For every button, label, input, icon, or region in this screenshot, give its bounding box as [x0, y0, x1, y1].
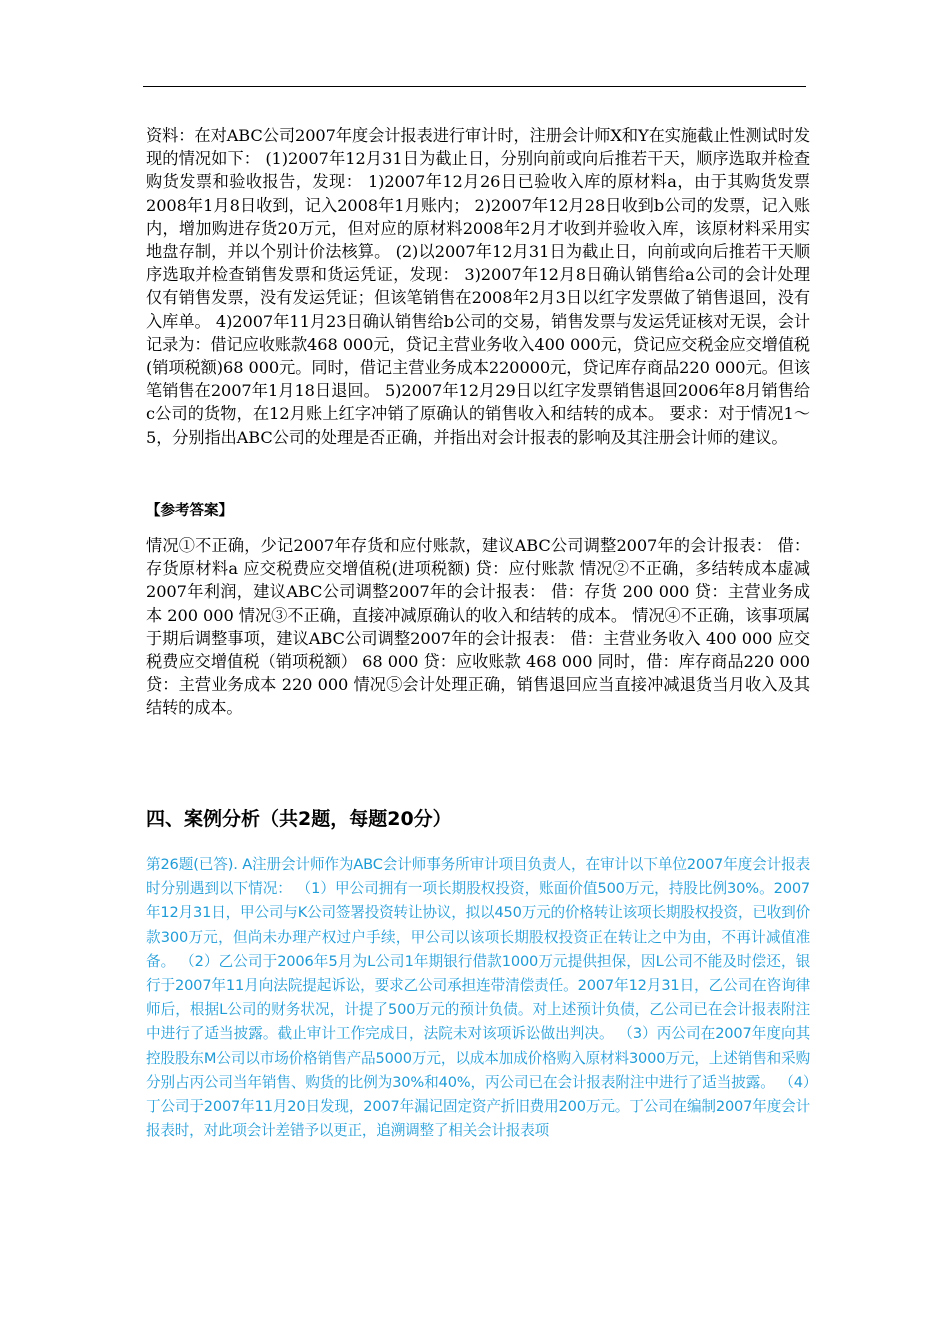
header-rule: [143, 86, 806, 87]
material-paragraph: 资料：在对ABC公司2007年度会计报表进行审计时，注册会计师X和Y在实施截止性测试时发现的情况如下： (1)2007年12月31日为截止日，分别向前或向后推若干天，顺序选取并检查购货发票和验收报告，发现： 1)2007年12月26日已验收入库的原材料a，由于其购货发票2008年1月8日收到，记入2008年1月账内； 2)2007年12月28日收到b公司的发票，记入账内，增加购进存货20万元，但对应的原材料2008年2月才收到并验收入库，该原材料采用实地盘存制，并以个别计价法核算。 (2)以2007年12月31日为截止日，向前或向后推若干天顺序选取并检查销售发票和货运凭证，发现： 3)2007年12月8日确认销售给a公司的会计处理仅有销售发票，没有发运凭证；但该笔销售在2008年2月3日以红字发票做了销售退回，没有入库单。 4)2007年11月23日确认销售给b公司的交易，销售发票与发运凭证核对无误，会计记录为：借记应收账款468 000元，贷记主营业务收入400 000元，贷记应交税金应交增值税(销项税额)68 000元。同时，借记主营业务成本220000元，贷记库存商品220 000元。但该笔销售在2007年1月18日退回。 5)2007年12月29日以红字发票销售退回2006年8月销售给c公司的货物，在12月账上红字冲销了原确认的销售收入和结转的成本。 要求：对于情况1～5，分别指出ABC公司的处理是否正确，并指出对会计报表的影响及其注册会计师的建议。: [146, 126, 810, 447]
case-question-paragraph: 第26题(已答). A注册会计师作为ABC会计师事务所审计项目负责人，在审计以下单位2007年度会计报表时分别遇到以下情况： （1）甲公司拥有一项长期股权投资，账面价值500万元，持股比例30%。2007年12月31日，甲公司与K公司签署投资转让协议，拟以450万元的价格转让该项长期股权投资，已收到价款300万元，但尚未办理产权过户手续，甲公司以该项长期股权投资正在转让之中为由，不再计减值准备。 （2）乙公司于2006年5月为L公司1年期银行借款1000万元提供担保，因L公司不能及时偿还，银行于2007年11月向法院提起诉讼，要求乙公司承担连带清偿责任。2007年12月31日，乙公司在咨询律师后，根据L公司的财务状况，计提了500万元的预计负债。对上述预计负债，乙公司已在会计报表附注中进行了适当披露。截止审计工作完成日，法院未对该项诉讼做出判决。 （3）丙公司在2007年度向其控股股东M公司以市场价格销售产品5000万元，以成本加成价格购入原材料3000万元，上述销售和采购分别占丙公司当年销售、购货的比例为30%和40%，丙公司已在会计报表附注中进行了适当披露。 （4）丁公司于2007年11月20日发现，2007年漏记固定资产折旧费用200万元。丁公司在编制2007年度会计报表时，对此项会计差错予以更正，追溯调整了相关会计报表项: [146, 856, 810, 1140]
section-title: 四、案例分析（共2题，每题20分）: [146, 808, 452, 830]
reference-answer-label: 【参考答案】: [146, 503, 233, 519]
answer-paragraph: 情况①不正确，少记2007年存货和应付账款，建议ABC公司调整2007年的会计报表： 借：存货原材料a 应交税费应交增值税(进项税额) 贷：应付账款 情况②不正确，多结转成本虚减2007年利润，建议ABC公司调整2007年的会计报表： 借：存货 200 000 贷：主营业务成本 200 000 情况③不正确，直接冲减原确认的收入和结转的成本。 情况④不正确，该事项属于期后调整事项，建议ABC公司调整2007年的会计报表： 借：主营业务收入 400 000 应交税费应交增值税（销项税额） 68 000 贷：应收账款 468 000 同时，借：库存商品220 000 贷：主营业务成本 220 000 情况⑤会计处理正确，销售退回应当直接冲减退货当月收入及其结转的成本。: [146, 536, 810, 718]
